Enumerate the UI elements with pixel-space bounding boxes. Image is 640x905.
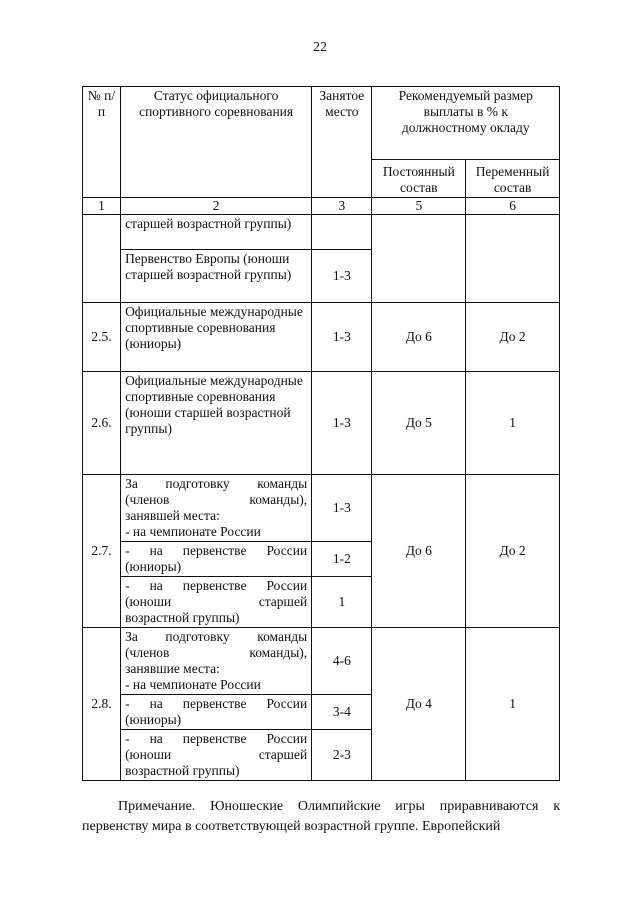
note-text: Примечание. Юношеские Олимпийские игры приравниваются к первенству мира в соответствующей возрастной группе. Европейский <box>82 799 560 834</box>
column-numbers-row <box>83 198 560 215</box>
row-status: старшей возрастной группы) <box>121 215 312 250</box>
status-line: (юниоры) <box>125 559 182 574</box>
row-variable: 1 <box>466 628 560 781</box>
row-status <box>121 475 312 542</box>
row-num: 2.8. <box>83 628 121 781</box>
row-num: 2.6. <box>83 372 121 475</box>
status-line: (юниоры) <box>125 712 182 727</box>
row-status: Первенство Европы (юноши старшей возрастной группы) <box>121 250 312 303</box>
row-place: 1-3 <box>312 250 372 303</box>
row-permanent: До 4 <box>372 628 466 781</box>
status-line: занявшие места: <box>125 661 220 676</box>
row-num <box>83 215 121 303</box>
row-status <box>121 577 312 628</box>
status-line: - на чемпионате России <box>125 524 261 539</box>
note-paragraph <box>82 797 560 837</box>
row-place: 1 <box>312 577 372 628</box>
row-place: 3-4 <box>312 695 372 730</box>
status-line: - на чемпионате России <box>125 677 261 692</box>
status-line: занявшей места: <box>125 508 220 523</box>
row-variable: 1 <box>466 372 560 475</box>
status-line: (юноши старшей <box>125 594 308 609</box>
status-line: (членов команды), <box>125 492 308 507</box>
row-place: 1-3 <box>312 475 372 542</box>
header-place: Занятое место <box>312 87 372 198</box>
table-header-row <box>83 87 560 160</box>
status-line: (членов команды), <box>125 645 308 660</box>
row-place <box>312 215 372 250</box>
col-number: 1 <box>83 198 121 215</box>
status-line: - на первенстве России <box>125 543 308 558</box>
status-line: За подготовку команды <box>125 629 308 644</box>
status-line: За подготовку команды <box>125 476 308 491</box>
row-status: Официальные международные спортивные соревнования (юноши старшей возрастной группы) <box>121 372 312 475</box>
col-number: 6 <box>466 198 560 215</box>
header-permanent: Постоянный состав <box>372 160 466 198</box>
table-row <box>83 475 560 542</box>
status-line: возрастной группы) <box>125 763 240 778</box>
row-status <box>121 628 312 695</box>
row-variable: До 2 <box>466 475 560 628</box>
header-variable: Переменный состав <box>466 160 560 198</box>
row-place: 1-3 <box>312 303 372 372</box>
page-number: 22 <box>313 40 327 55</box>
row-permanent: До 5 <box>372 372 466 475</box>
table-row <box>83 628 560 695</box>
status-line: - на первенстве России <box>125 578 308 593</box>
payment-table <box>82 86 560 781</box>
row-variable: До 2 <box>466 303 560 372</box>
col-number: 2 <box>121 198 312 215</box>
row-status <box>121 730 312 781</box>
row-permanent: До 6 <box>372 303 466 372</box>
header-status: Статус официального спортивного соревнования <box>121 87 312 198</box>
row-permanent: До 6 <box>372 475 466 628</box>
row-status <box>121 542 312 577</box>
row-num: 2.5. <box>83 303 121 372</box>
row-variable <box>466 215 560 303</box>
table-row <box>83 215 560 250</box>
table-row <box>83 372 560 475</box>
header-pay: Рекомендуемый размер выплаты в % к должностному окладу <box>372 87 560 160</box>
status-line: - на первенстве России <box>125 696 308 711</box>
col-number: 3 <box>312 198 372 215</box>
header-num: № п/п <box>83 87 121 198</box>
col-number: 5 <box>372 198 466 215</box>
row-place: 1-3 <box>312 372 372 475</box>
row-place: 2-3 <box>312 730 372 781</box>
row-num: 2.7. <box>83 475 121 628</box>
row-permanent <box>372 215 466 303</box>
status-line: - на первенстве России <box>125 731 308 746</box>
row-status <box>121 695 312 730</box>
table-row <box>83 303 560 372</box>
status-line: (юноши старшей <box>125 747 308 762</box>
row-status: Официальные международные спортивные соревнования (юниоры) <box>121 303 312 372</box>
status-line: возрастной группы) <box>125 610 240 625</box>
row-place: 4-6 <box>312 628 372 695</box>
row-place: 1-2 <box>312 542 372 577</box>
